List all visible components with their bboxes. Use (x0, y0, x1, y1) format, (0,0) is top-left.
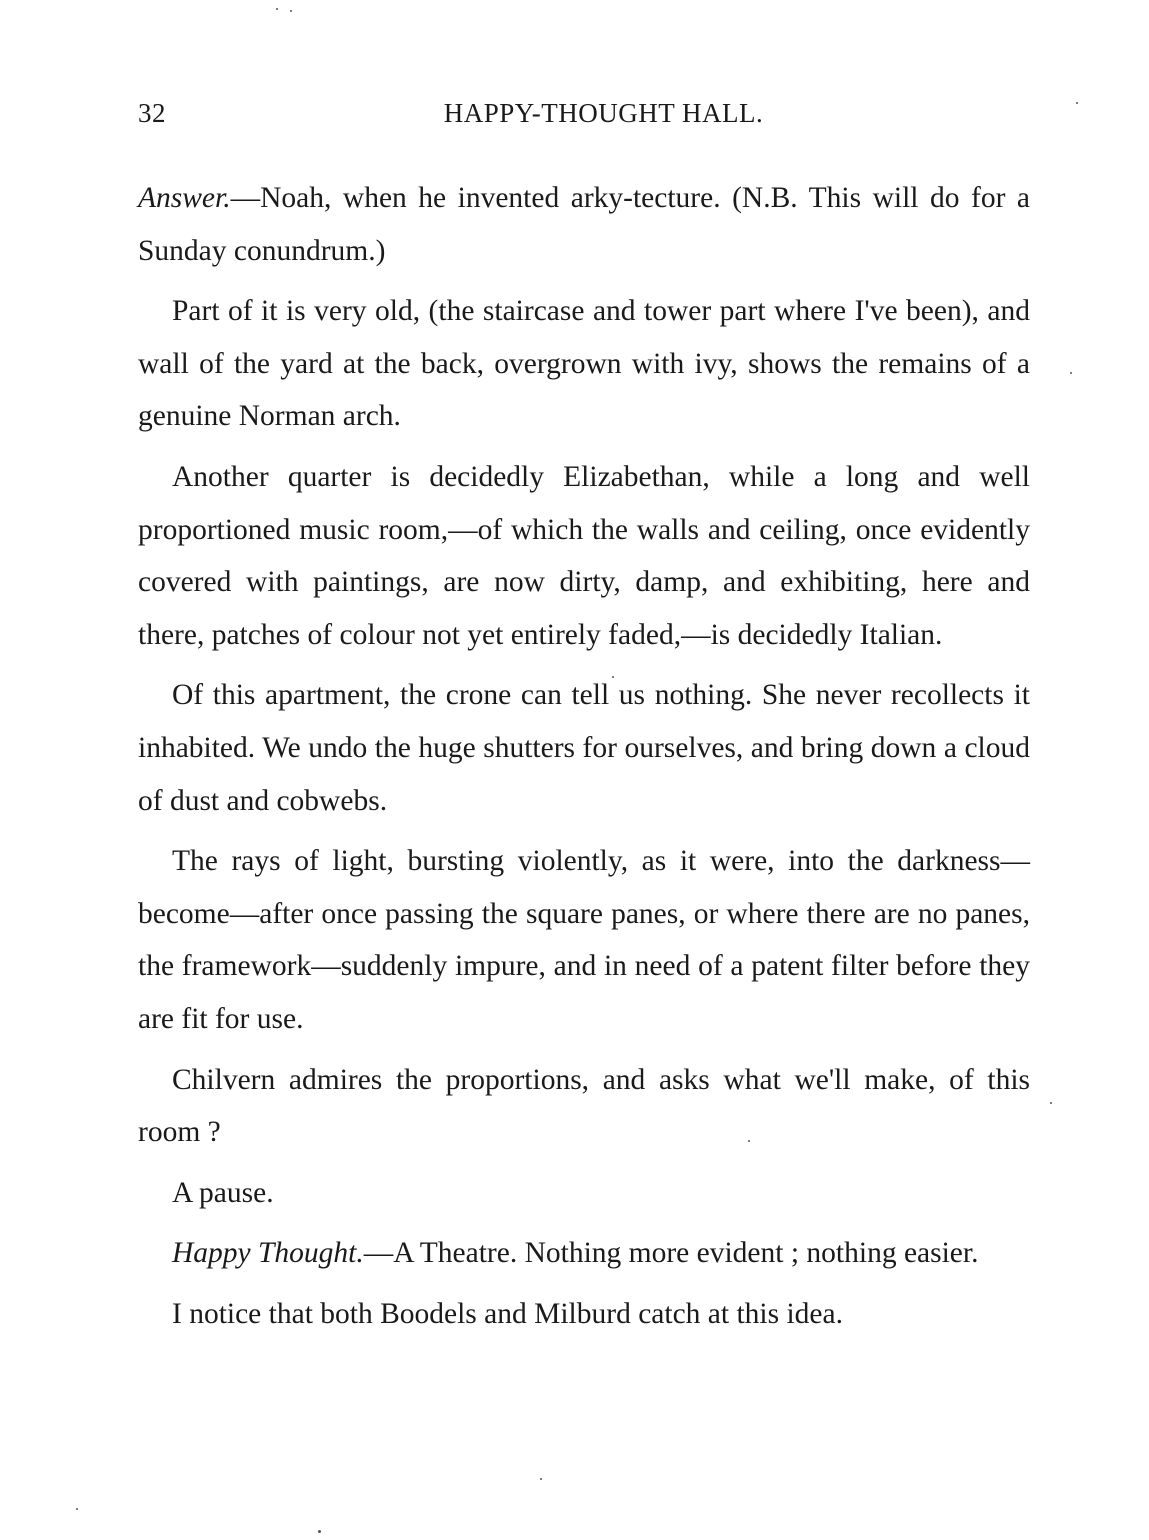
paragraph-pause: A pause. (172, 1176, 274, 1209)
scan-speck (748, 1140, 750, 1142)
answer-text: —Noah, when he invented arky-tecture. (N.B. This will do for a Sunday conundrum.) (138, 182, 1030, 267)
paragraph-answer (138, 172, 1030, 277)
paragraph-rays: The rays of light, bursting violently, as it were, into the darkness—become—after once passing the square panes, or where there are no panes, the framework—suddenly impure, and in need of a patent filter before they are fit for use. (138, 845, 1030, 1035)
happy-thought-text: —A Theatre. Nothing more evident ; nothing easier. (363, 1237, 979, 1270)
scan-speck (318, 1530, 321, 1533)
paragraph-happy-thought (138, 1227, 1030, 1280)
paragraph-chilvern: Chilvern admires the proportions, and asks what we'll make, of this room ? (138, 1063, 1030, 1149)
paragraph-old-part: Part of it is very old, (the staircase and tower part where I've been), and wall of the yard at the back, overgrown with ivy, shows the remains of a genuine Norman arch. (138, 295, 1030, 433)
paragraph-boodels: I notice that both Boodels and Milburd catch at this idea. (172, 1297, 843, 1330)
scan-speck (290, 10, 292, 12)
scan-speck (276, 8, 278, 10)
answer-lead: Answer. (138, 182, 231, 214)
body-text (138, 172, 1030, 1340)
scan-speck (1070, 372, 1072, 374)
running-head (138, 98, 1029, 138)
scan-speck (76, 1508, 78, 1510)
paragraph-apartment: Of this apartment, the crone can tell us nothing. She never recollects it inhabited. We undo the huge shutters for ourselves, and bring down a cloud of dust and cobwebs. (138, 679, 1030, 817)
scan-speck (612, 676, 614, 678)
paragraph-music-room: Another quarter is decidedly Elizabethan, while a long and well proportioned music room,—of which the walls and ceiling, once evidently covered with paintings, are now dirty, damp, and exhibiting, here and there, patches of colour not yet entirely faded,—is decidedly Italian. (138, 460, 1030, 651)
happy-thought-lead: Happy Thought. (172, 1237, 364, 1270)
scan-speck (540, 1478, 542, 1480)
scan-speck (1076, 102, 1078, 104)
running-title: HAPPY-THOUGHT HALL. (443, 98, 764, 128)
scan-speck (1050, 1102, 1052, 1104)
page-number: 32 (138, 98, 166, 128)
